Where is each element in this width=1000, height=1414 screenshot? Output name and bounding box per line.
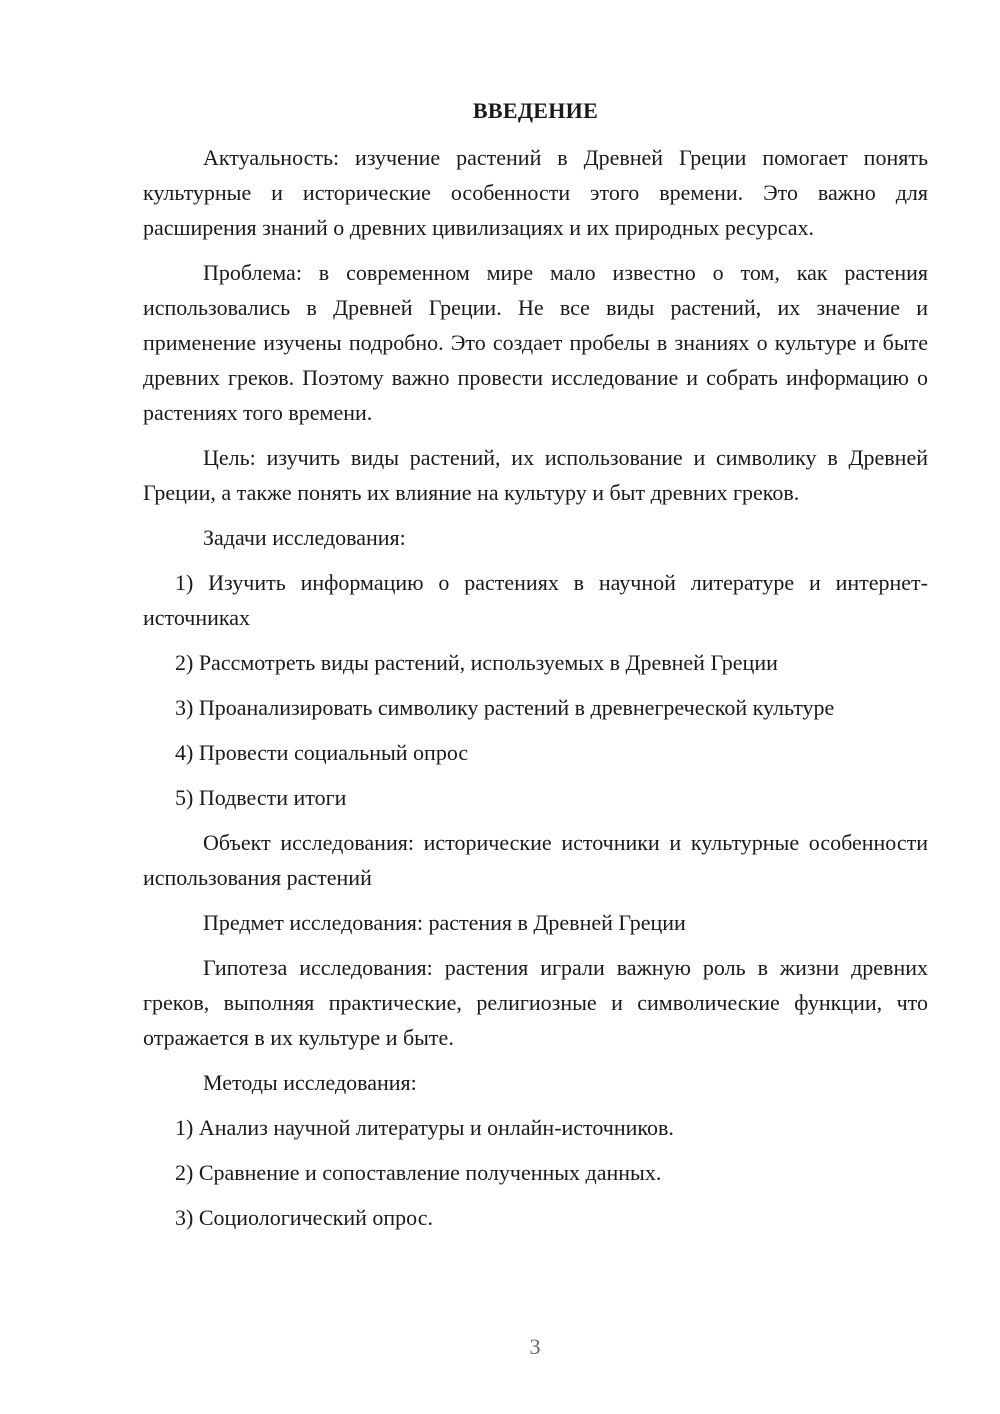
relevance-paragraph: Актуальность: изучение растений в Древней Греции помогает понять культурные и исторические особенности этого времени. Это важно для расширения знаний о древних цивилизациях и их природных ресурсах. bbox=[143, 145, 928, 240]
tasks-heading: Задачи исследования: bbox=[203, 525, 406, 550]
object-paragraph: Объект исследования: исторические источники и культурные особенности использования растений bbox=[143, 830, 928, 890]
page-content bbox=[143, 93, 928, 1245]
task-item-4: 4) Провести социальный опрос bbox=[175, 740, 469, 765]
task-item-2: 2) Рассмотреть виды растений, используемых в Древней Греции bbox=[175, 650, 778, 675]
page-number: 3 bbox=[529, 1334, 541, 1359]
problem-paragraph: Проблема: в современном мире мало известно о том, как растения использовались в Древней Греции. Не все виды растений, их значение и применение изучены подробно. Это создает пробелы в знаниях о культуре и быте древних греков. Поэтому важно провести исследование и собрать информацию о растениях того времени. bbox=[143, 260, 928, 425]
methods-heading: Методы исследования: bbox=[203, 1070, 417, 1095]
subject-paragraph: Предмет исследования: растения в Древней Греции bbox=[203, 910, 686, 935]
hypothesis-paragraph: Гипотеза исследования: растения играли важную роль в жизни древних греков, выполняя практические, религиозные и символические функции, что отражается в их культуре и быте. bbox=[143, 955, 928, 1050]
task-item-3: 3) Проанализировать символику растений в древнегреческой культуре bbox=[175, 695, 835, 720]
goal-paragraph: Цель: изучить виды растений, их использование и символику в Древней Греции, а также понять их влияние на культуру и быт древних греков. bbox=[143, 445, 928, 505]
task-item-1: 1) Изучить информацию о растениях в научной литературе и интернет-источниках bbox=[143, 570, 928, 630]
method-item-1: 1) Анализ научной литературы и онлайн-источников. bbox=[175, 1115, 674, 1140]
page-title: ВВЕДЕНИЕ bbox=[472, 98, 599, 123]
method-item-3: 3) Социологический опрос. bbox=[175, 1205, 433, 1230]
task-item-5: 5) Подвести итоги bbox=[175, 785, 347, 810]
method-item-2: 2) Сравнение и сопоставление полученных данных. bbox=[175, 1160, 662, 1185]
